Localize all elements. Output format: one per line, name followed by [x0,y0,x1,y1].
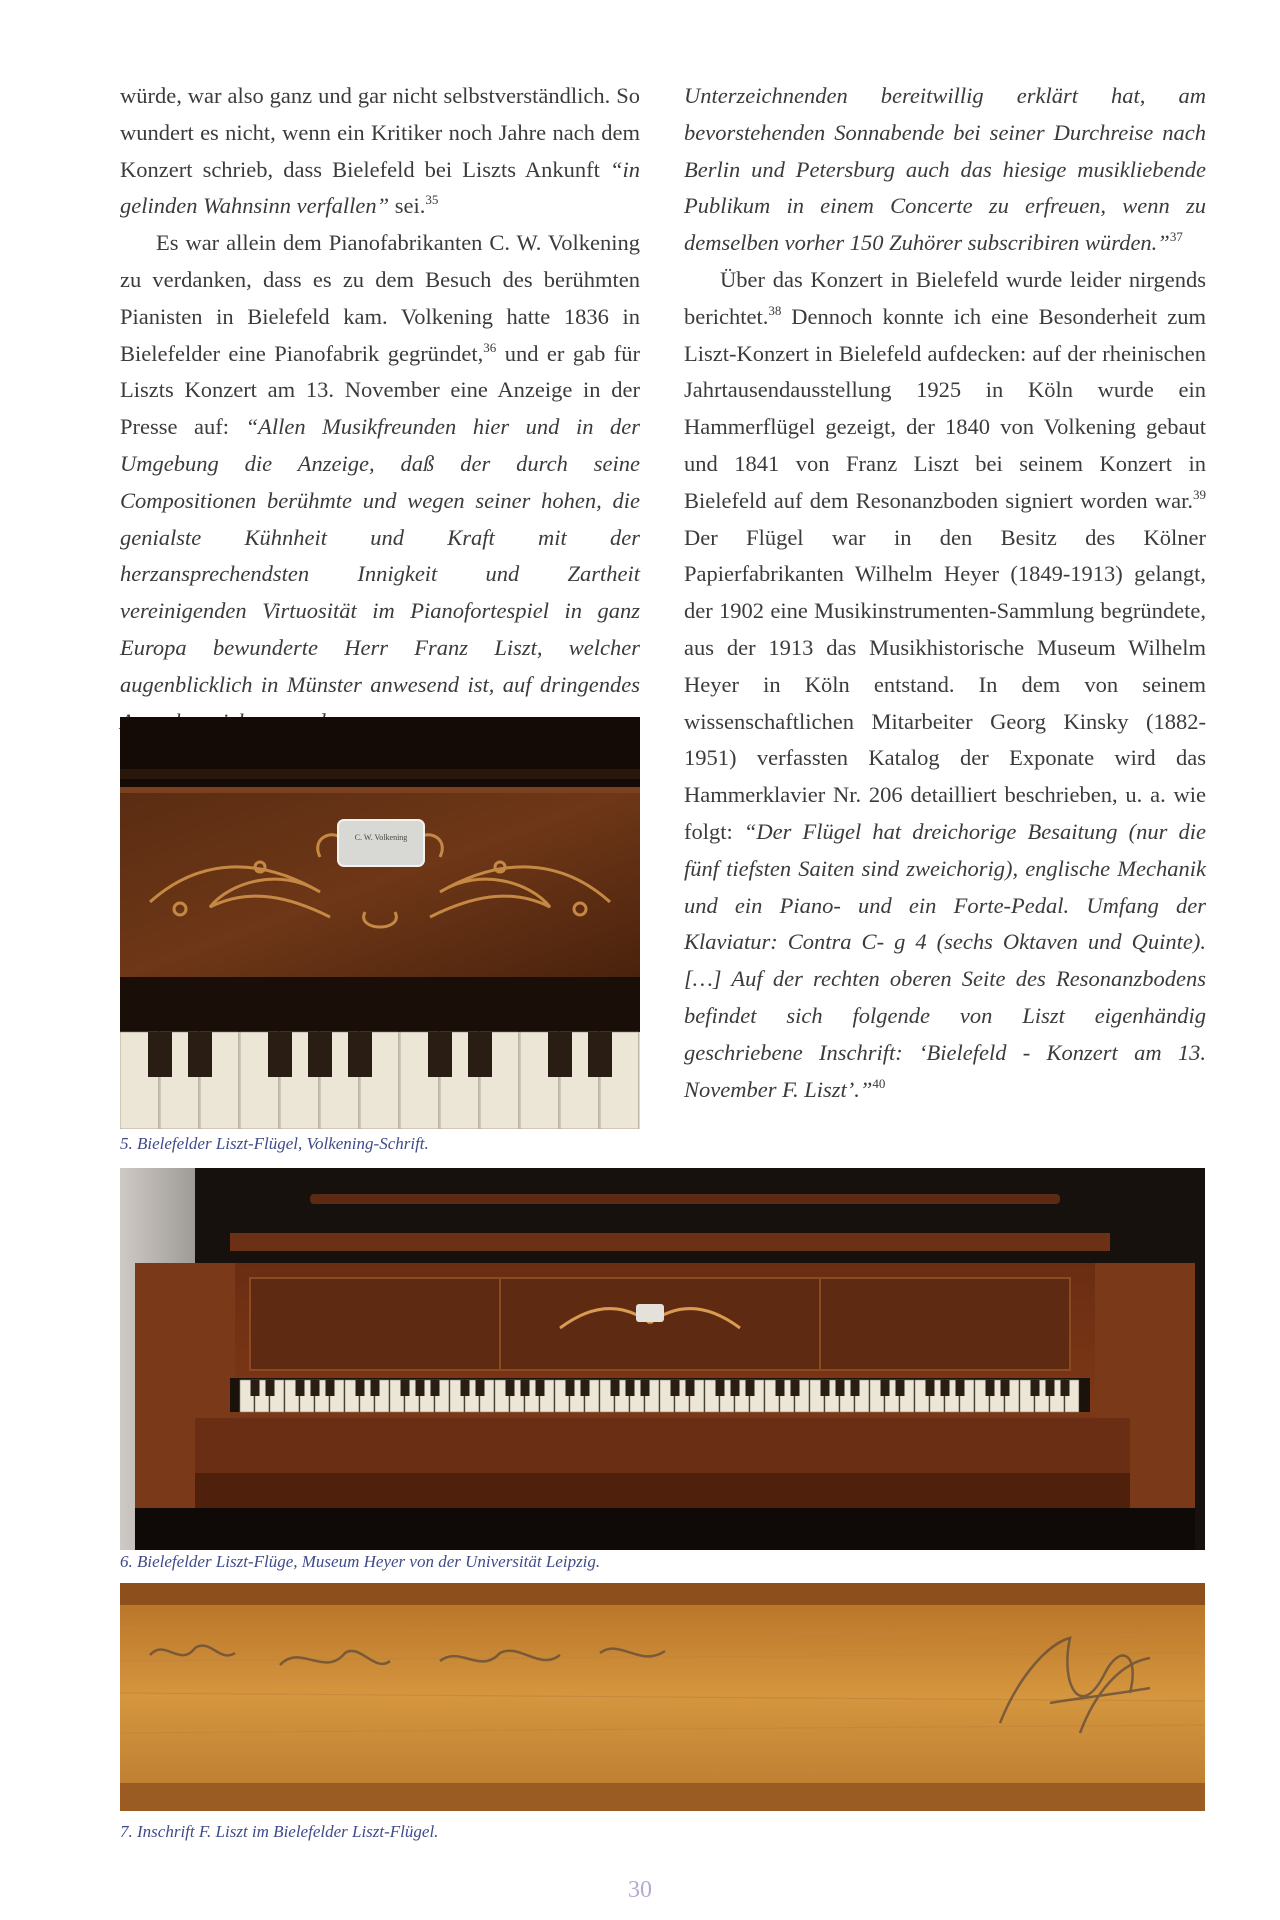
black-key [416,1380,425,1396]
black-key [468,1032,492,1077]
footnote-ref[interactable]: 38 [768,302,782,318]
paragraph: Über das Konzert in Bielefeld wurde leider nirgends berichtet.$^{38}$ Dennoch konnte ich eine Besonderheit zum Liszt-Konzert in Bielefeld aufdecken: auf der rheinischen Jahrtausendausstellung 1925 in Köln wurde ein Hammerflügel gezeigt, der 1840 von Volkening gebaut und 1841 von Franz Liszt bei seinem Konzert in Bielefeld auf dem Resonanzboden signiert worden war.$^{39}$ Der Flügel war in den Besitz des Kölner Papierfabrikanten Wilhelm Heyer (1849-1913) gelangt, der 1902 eine Musikinstrumenten-Sammlung begründete, aus der 1913 das Musikhistorische Museum Wilhelm Heyer in Köln entstand. In dem von seinem wissenschaftlichen Mitarbeiter Georg Kinsky (1882-1951) verfassten Katalog der Exponate wird das Hammerklavier Nr. 206 detailliert beschrieben, u. a. wie folgt: “Der Flügel hat dreichorige Besaitung (nur die fünf tiefsten Saiten sind zweichorig), englische Mechanik und ein Piano- und ein Forte-Pedal. Umfang der Klaviatur: Contra C- g 4 (sechs Oktaven und Quinte). […] Auf der rechten oberen Seite des Resonanzbodens befindet sich folgende von Liszt eigenhändig geschriebene Inschrift: ‘Bielefeld - Konzert am 13. November F. Liszt’.”$^{40}$ [684,266,1206,1102]
quotation: “Allen Musikfreunden hier und in der Umgebung die Anzeige, daß der durch seine Compositionen berühmte und wegen seiner hohen, die genialste Kühnheit und Kraft mit der herzansprechendsten Innigkeit und Zartheit vereinigenden Virtuosität im Pianofortespiel in ganz Europa bewunderte Herr Franz Liszt, welcher augenblicklich in Münster anwesend ist, auf dringendes [120,414,640,697]
black-key [881,1380,890,1396]
footnote-ref[interactable]: 36 [483,339,497,355]
black-key [566,1380,575,1396]
left-text-column [120,78,640,740]
black-key [791,1380,800,1396]
black-key [611,1380,620,1396]
quotation: “in gelinden Wahnsinn verfallen” [120,156,640,219]
black-key [148,1032,172,1077]
black-key [776,1380,785,1396]
black-key [268,1032,292,1077]
black-key [188,1032,212,1077]
black-key [536,1380,545,1396]
black-key [348,1032,372,1077]
black-key [986,1380,995,1396]
black-key [746,1380,755,1396]
soundboard-inscription-illustration [120,1583,1205,1811]
black-key [821,1380,830,1396]
black-key [836,1380,845,1396]
black-key [956,1380,965,1396]
quotation: “Der Flügel hat dreichorige Besaitung (nur die fünf tiefsten Saiten sind zweichorig), englische Mechanik und ein Piano- und ein Forte-Pedal. Umfang der Klaviatur: Contra C- g 4 (sechs Oktaven und Quinte). […] Auf der rechten oberen Seite des Resonanzbodens befindet sich folgende von Liszt eigenhändig geschriebene Inschrift: ‘Bielefeld - Konzert am 13. November F. Liszt’.” [684,818,1206,1102]
figure-7-caption: 7. Inschrift F. Liszt im Bielefelder Liszt-Flügel. [120,1822,439,1841]
black-key [1001,1380,1010,1396]
black-key [581,1380,590,1396]
figure-7-photo [120,1583,1205,1811]
figure-5-photo [120,717,640,1129]
black-key [521,1380,530,1396]
footnote-ref[interactable]: 35 [425,192,439,208]
black-key [731,1380,740,1396]
paragraph: Es war allein dem Pianofabrikanten C. W. Volkening zu verdanken, dass es zu dem Besuch des berühmten Pianisten in Bielefeld kam. Volkening hatte 1836 in Bielefelder eine Pianofabrik gegründet,$^{36}$ und er gab für Liszts Konzert am 13. November eine Anzeige in der Presse auf: “Allen Musikfreunden hier und in der Umgebung die Anzeige, daß der durch seine Compositionen berühmte und wegen seiner hohen, die genialste Kühnheit und Kraft mit der herzansprechendsten Innigkeit und Zartheit vereinigenden Virtuosität im Pianofortespiel in ganz Europa bewunderte Herr Franz Liszt, welcher augenblicklich in Münster anwesend ist, auf dringendes [120,225,640,740]
black-key [506,1380,515,1396]
black-key [1031,1380,1040,1396]
footnote-ref[interactable]: 39 [1193,486,1206,502]
volkening-nameplate [338,820,424,866]
black-key [428,1032,452,1077]
black-key [308,1032,332,1077]
square-piano-illustration [120,1168,1205,1550]
black-key [686,1380,695,1396]
paragraph: würde, war also ganz und gar nicht selbstverständlich. So wundert es nicht, wenn ein Kritiker noch Jahre nach dem Konzert schrieb, dass Bielefeld bei Liszts Ankunft “in gelinden Wahnsinn verfallen” sei.$^{35}$ [120,83,640,219]
page-number: 30 [628,1877,652,1903]
black-key [461,1380,470,1396]
black-key [641,1380,650,1396]
right-text-column [684,78,1206,1108]
black-key [296,1380,305,1396]
black-key [356,1380,365,1396]
nameplate-text: C. W. Volkening [354,833,408,842]
black-key [851,1380,860,1396]
black-key [266,1380,275,1396]
figure-6-caption: 6. Bielefelder Liszt-Flüge, Museum Heyer von der Universität Leipzig. [120,1552,601,1571]
quotation: Unterzeichnenden bereitwillig erklärt hat, am bevorstehenden Sonnabende bei seiner Durchreise nach Berlin und Petersburg auch das hiesige musikliebende Publikum in einem Concerte zu erfreuen, wenn zu demselben vorher 150 Zuhörer subscribiren würden.” [684,83,1206,256]
black-key [548,1032,572,1077]
black-key [926,1380,935,1396]
black-key [716,1380,725,1396]
paragraph [684,78,1206,262]
black-key [476,1380,485,1396]
black-key [941,1380,950,1396]
black-key [1046,1380,1055,1396]
black-key [626,1380,635,1396]
figure-6-photo [120,1168,1205,1550]
black-key [671,1380,680,1396]
black-key [588,1032,612,1077]
figure-5-caption: 5. Bielefelder Liszt-Flügel, Volkening-Schrift. [120,1134,429,1153]
black-key [371,1380,380,1396]
black-key [896,1380,905,1396]
black-key [401,1380,410,1396]
footnote-ref[interactable]: 37 [1169,229,1183,245]
black-key [311,1380,320,1396]
black-key [326,1380,335,1396]
footnote-ref[interactable]: 40 [872,1075,886,1091]
black-key [431,1380,440,1396]
black-key [251,1380,260,1396]
piano-keys [120,1032,639,1129]
piano-nameboard-illustration [120,717,640,1129]
black-key [1061,1380,1070,1396]
